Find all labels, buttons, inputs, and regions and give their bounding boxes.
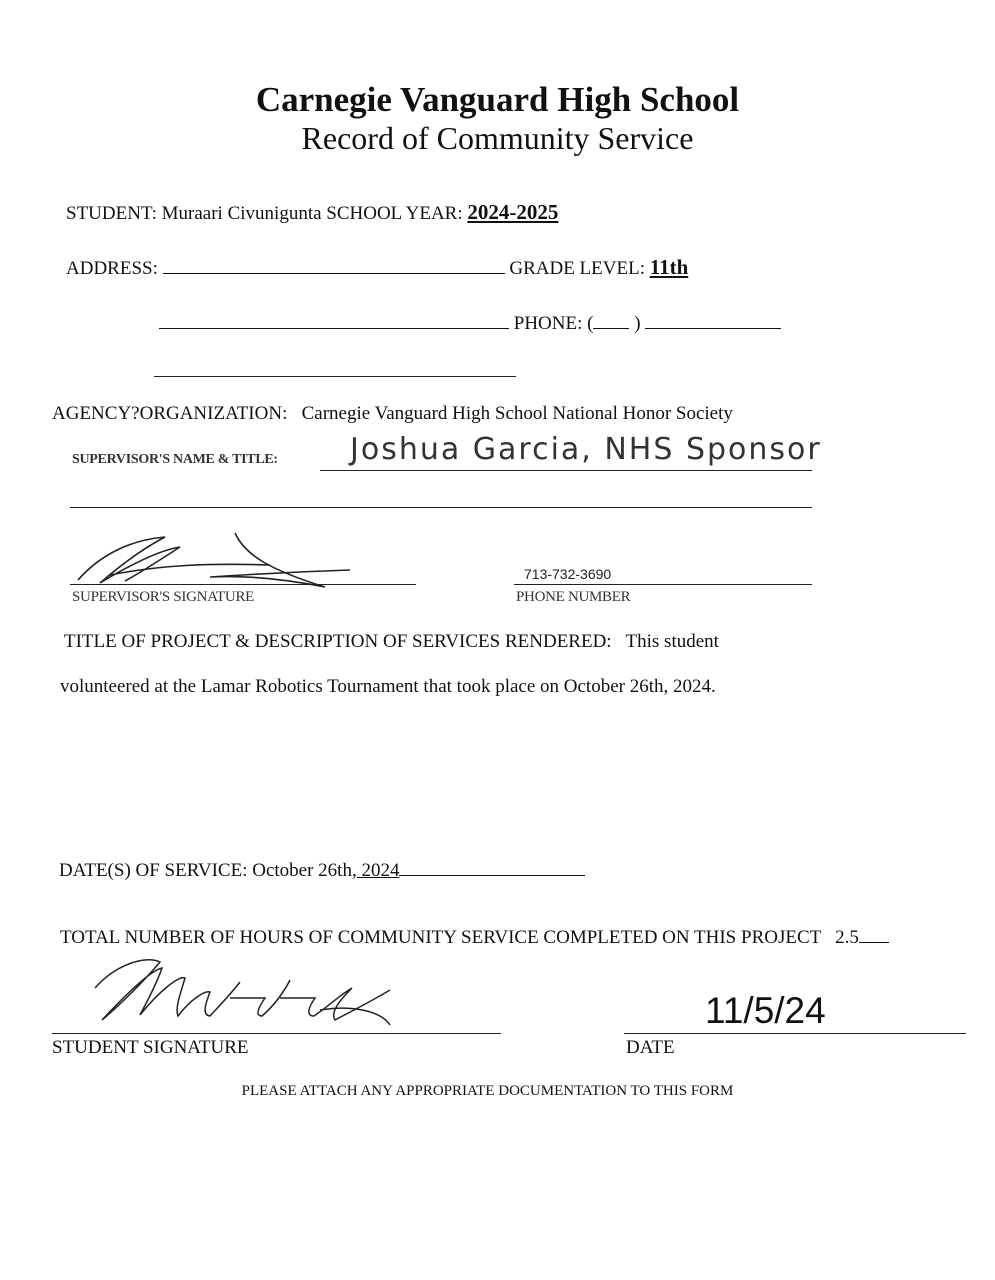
school-year-label: SCHOOL YEAR: — [326, 203, 463, 224]
grade-level-value: 11th — [649, 255, 689, 279]
project-line-1: This student — [625, 631, 719, 652]
address-blank-2 — [159, 310, 509, 329]
school-title: Carnegie Vanguard High School — [255, 80, 740, 119]
supervisor-phone-value: 713-732-3690 — [524, 566, 612, 582]
project-row — [64, 631, 719, 653]
form-title: Record of Community Service — [301, 120, 694, 156]
student-row — [66, 200, 558, 225]
student-signature-line — [52, 1033, 501, 1034]
phone-area-blank — [593, 310, 629, 329]
hours-row — [60, 924, 889, 949]
grade-level-label: GRADE LEVEL: — [509, 258, 645, 279]
student-signature-label: STUDENT SIGNATURE — [52, 1037, 249, 1058]
supervisor-phone-line — [514, 584, 812, 585]
hours-blank — [859, 924, 889, 943]
agency-label: AGENCY?ORGANIZATION: — [52, 403, 288, 424]
school-year-value: 2024-2025 — [467, 200, 559, 224]
service-date-value: , 2024 — [351, 860, 400, 881]
hours-value: 2.5 — [835, 927, 859, 948]
project-line-2: volunteered at the Lamar Robotics Tournament that took place on October 26th, 2024. — [60, 676, 716, 697]
service-date-blank — [399, 857, 585, 876]
footer-note: PLEASE ATTACH ANY APPROPRIATE DOCUMENTATION TO THIS FORM — [241, 1083, 734, 1099]
address-blank-3 — [154, 376, 516, 377]
student-signature-image — [90, 950, 400, 1032]
service-date-row — [59, 857, 585, 882]
supervisor-signature-image — [70, 525, 370, 597]
student-label: STUDENT: — [66, 203, 157, 224]
supervisor-name-handwritten: Joshua Garcia, NHS Sponsor — [350, 432, 822, 467]
address-phone-row — [159, 310, 781, 335]
signature-date-value: 11/5/24 — [705, 990, 826, 1031]
address-blank-1 — [163, 255, 505, 274]
service-date-label: DATE(S) OF SERVICE: October 26th — [59, 860, 352, 881]
supervisor-name-label: SUPERVISOR'S NAME & TITLE: — [72, 452, 278, 467]
address-row — [66, 255, 688, 280]
agency-value: Carnegie Vanguard High School National Honor Society — [301, 403, 733, 424]
date-label: DATE — [626, 1037, 675, 1058]
supervisor-signature-label: SUPERVISOR'S SIGNATURE — [72, 589, 255, 605]
supervisor-name-line — [320, 470, 812, 471]
supervisor-extra-line — [70, 507, 812, 508]
supervisor-phone-label: PHONE NUMBER — [516, 589, 631, 605]
student-name: Muraari Civunigunta — [161, 203, 322, 224]
hours-label: TOTAL NUMBER OF HOURS OF COMMUNITY SERVICE COMPLETED ON THIS PROJECT — [60, 927, 821, 948]
agency-row — [52, 403, 733, 425]
phone-label: PHONE: ( — [513, 313, 594, 334]
project-label: TITLE OF PROJECT & DESCRIPTION OF SERVICES RENDERED: — [64, 631, 612, 652]
phone-number-blank — [645, 310, 781, 329]
phone-close: ) — [634, 313, 641, 334]
supervisor-signature-line — [70, 584, 416, 585]
address-label: ADDRESS: — [66, 258, 158, 279]
date-line — [624, 1033, 966, 1034]
